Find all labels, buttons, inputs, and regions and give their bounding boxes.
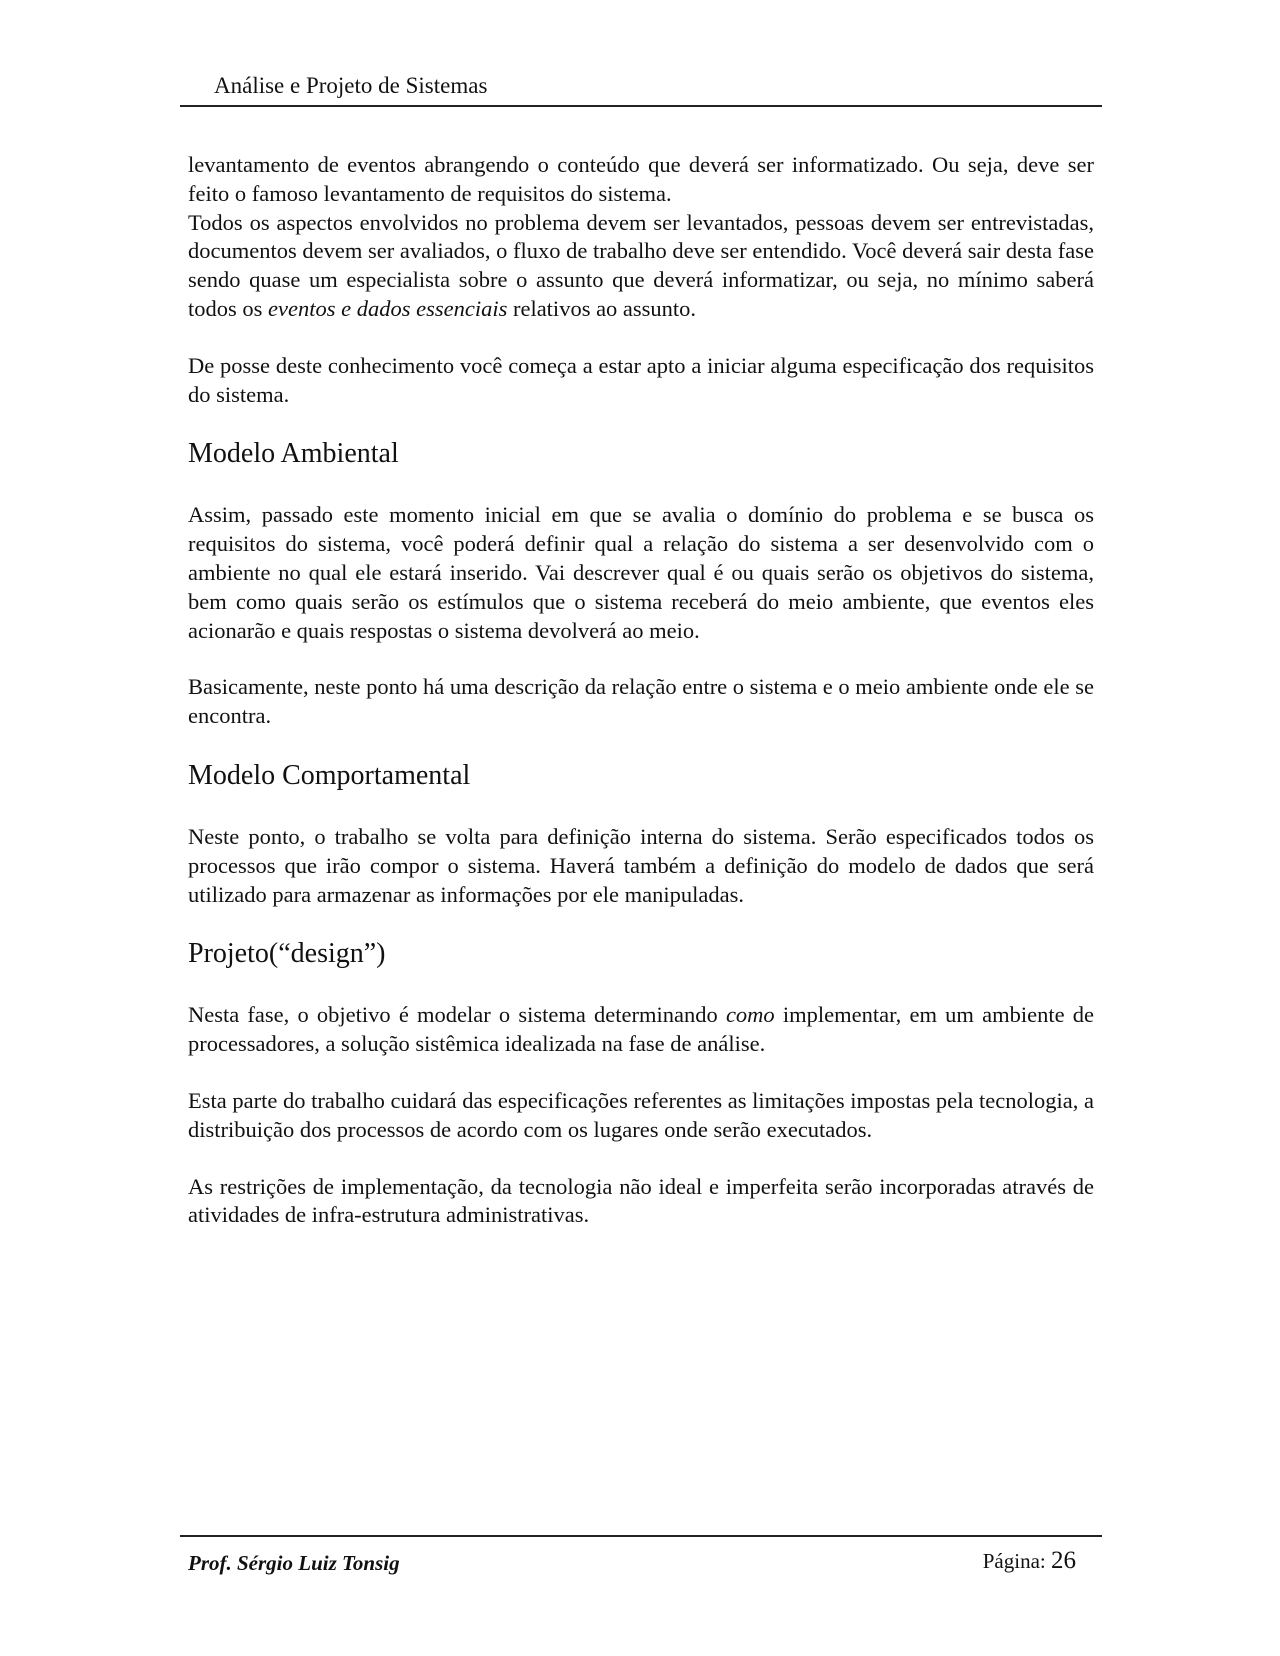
paragraph-projeto-1-tail: implementar, em um ambiente de processadores, a solução sistêmica idealizada na fase de análise. — [188, 1002, 1095, 1057]
paragraph-aspects-tail: relativos ao assunto. — [507, 295, 697, 321]
paragraph-projeto-2: Esta parte do trabalho cuidará das especificações referentes as limitações impostas pela tecnologia, a distribuição dos processos de acordo com os lugares onde serão executados. — [188, 1087, 1094, 1142]
page-number-area — [983, 1547, 1076, 1575]
paragraph-ambiental-1: Assim, passado este momento inicial em que se avalia o domínio do problema e se busca os requisitos do sistema, você poderá definir qual a relação do sistema a ser desenvolvido com o ambiente no qual ele estará inserido. Vai descrever qual é ou quais serão os objetivos do sistema, bem como quais serão os estímulos que o sistema receberá do meio ambiente, que eventos eles acionarão e quais respostas o sistema devolverá ao meio. — [188, 502, 1094, 643]
paragraph-aspects-text: Todos os aspectos envolvidos no problema devem ser levantados, pessoas devem ser entrevistadas, documentos devem ser avaliados, o fluxo de trabalho deve ser entendido. Você deverá sair desta fase sendo quase um especialista sobre o assunto que deverá informatizar, ou seja, no mínimo saberá todos os — [188, 209, 1094, 321]
page-label: Página: — [982, 1549, 1046, 1573]
paragraph-aspects — [188, 209, 1094, 324]
page-content — [188, 151, 1094, 1258]
paragraph-intro: levantamento de eventos abrangendo o conteúdo que deverá ser informatizado. Ou seja, deve ser feito o famoso levantamento de requisitos do sistema. — [188, 152, 1094, 206]
paragraph-projeto-1 — [188, 1001, 1094, 1059]
paragraph-ambiental-2: Basicamente, neste ponto há uma descrição da relação entre o sistema e o meio ambiente onde ele se encontra. — [188, 674, 1094, 729]
paragraph-projeto-3: As restrições de implementação, da tecnologia não ideal e imperfeita serão incorporadas através de atividades de infra-estrutura administrativas. — [188, 1173, 1094, 1228]
paragraph-projeto-1-text: Nesta fase, o objetivo é modelar o sistema determinando — [188, 1002, 726, 1028]
heading-modelo-comportamental: Modelo Comportamental — [188, 759, 471, 791]
heading-modelo-ambiental: Modelo Ambiental — [188, 438, 399, 470]
header-title: Análise e Projeto de Sistemas — [214, 73, 488, 98]
paragraph-projeto-1-emphasis: como — [725, 1002, 775, 1028]
page-header — [180, 73, 1102, 107]
page-footer — [180, 1535, 1102, 1577]
paragraph-comportamental: Neste ponto, o trabalho se volta para definição interna do sistema. Serão especificados todos os processos que irão compor o sistema. Haverá também a definição do modelo de dados que será utilizado para armazenar as informações por ele manipuladas. — [188, 823, 1094, 907]
footer-author: Prof. Sérgio Luiz Tonsig — [188, 1551, 400, 1575]
heading-projeto-design: Projeto(“design”) — [188, 938, 386, 970]
paragraph-knowledge: De posse deste conhecimento você começa a estar apto a iniciar alguma especificação dos requisitos do sistema. — [188, 352, 1094, 407]
paragraph-aspects-emphasis: eventos e dados essenciais — [268, 295, 508, 321]
page-number: 26 — [1051, 1547, 1076, 1574]
